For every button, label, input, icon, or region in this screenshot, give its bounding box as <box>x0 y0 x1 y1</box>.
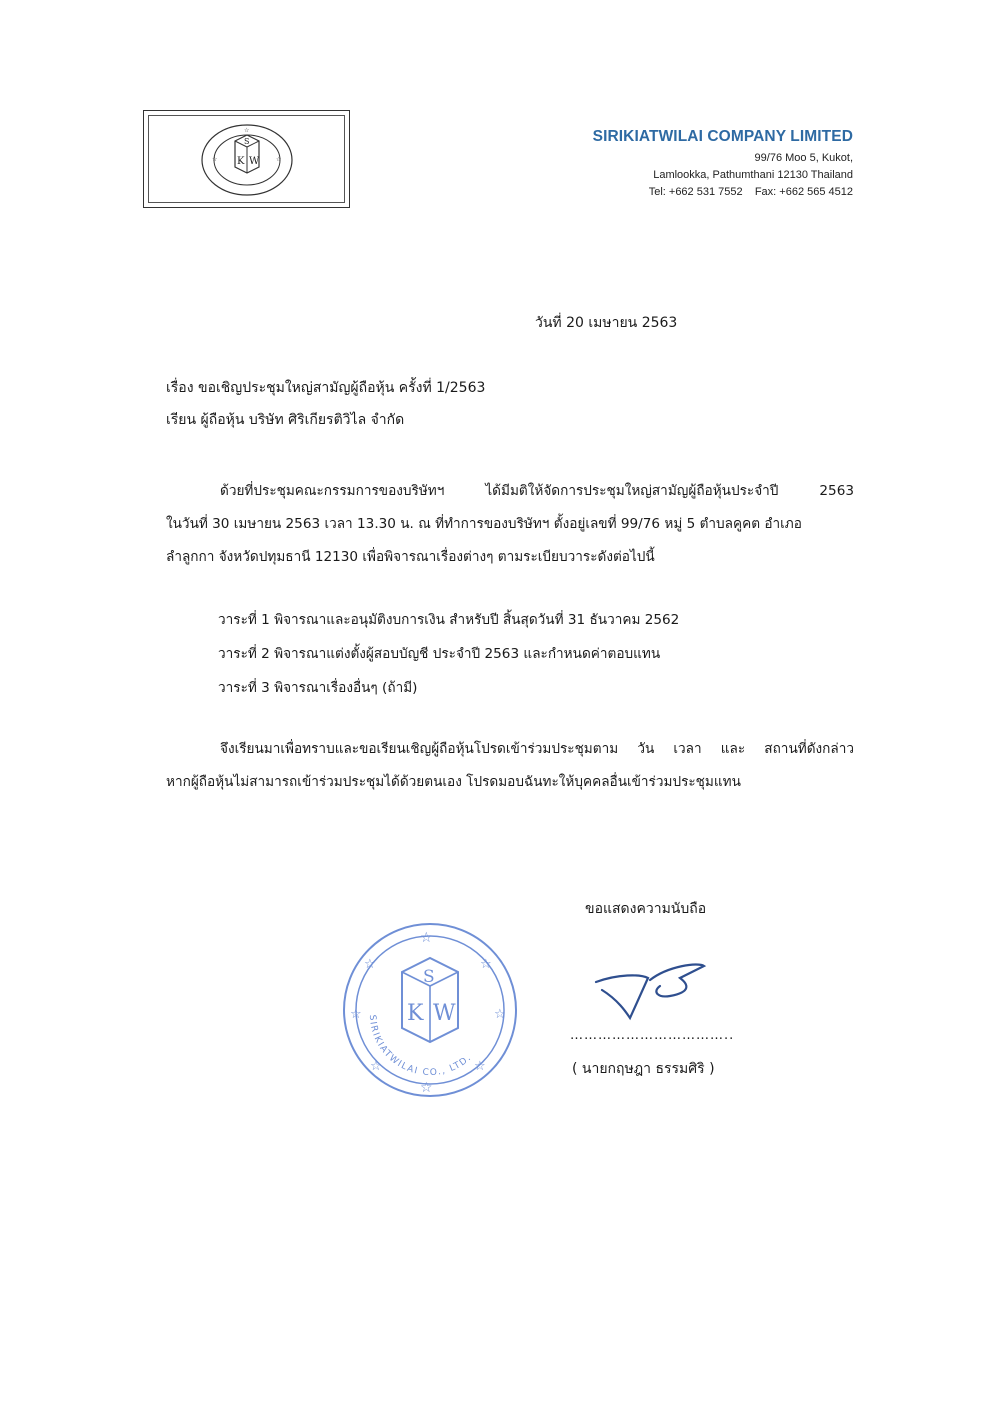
logo-letter-w: W <box>249 156 260 167</box>
para2-line-1: จึงเรียนมาเพื่อทราบและขอเรียนเชิญผู้ถือหุ้นโปรดเข้าร่วมประชุมตาม วัน เวลา และ สถานที่ดังกล่าว <box>220 741 854 757</box>
agenda-list <box>218 603 679 705</box>
svg-text:☆: ☆ <box>244 127 250 134</box>
company-logo-box <box>143 110 350 208</box>
company-logo-icon <box>200 123 294 197</box>
company-name: SIRIKIATWILAI COMPANY LIMITED <box>592 128 853 145</box>
address-line-1: 99/76 Moo 5, Kukot, <box>754 152 853 164</box>
letter-subject: เรื่อง ขอเชิญประชุมใหญ่สามัญผู้ถือหุ้น ครั้งที่ 1/2563 <box>166 380 486 396</box>
svg-text:☆: ☆ <box>350 1007 362 1022</box>
signature-mark <box>588 960 708 1026</box>
svg-text:☆: ☆ <box>420 1080 433 1096</box>
svg-text:☆: ☆ <box>370 1059 382 1074</box>
svg-text:☆: ☆ <box>276 156 282 163</box>
agenda-item-1: วาระที่ 1 พิจารณาและอนุมัติงบการเงิน สำหรับปี สิ้นสุดวันที่ 31 ธันวาคม 2562 <box>218 612 680 628</box>
agenda-item-3: วาระที่ 3 พิจารณาเรื่องอื่นๆ (ถ้ามี) <box>218 680 418 696</box>
svg-text:☆: ☆ <box>494 1007 506 1022</box>
seal-letter-k: K <box>407 1001 424 1026</box>
logo-letter-k: K <box>237 156 245 167</box>
svg-text:☆: ☆ <box>474 1059 486 1074</box>
address-line-2: Lamlookka, Pathumthani 12130 Thailand <box>653 169 853 181</box>
signer-name: ( นายกฤษฎา ธรรมศิริ ) <box>572 1061 715 1077</box>
signature-line: …………………………….. <box>570 1028 735 1043</box>
para1-line-3: ลำลูกกา จังหวัดปทุมธานี 12130 เพื่อพิจารณาเรื่องต่างๆ ตามระเบียบวาระดังต่อไปนี้ <box>166 549 655 565</box>
company-header <box>593 128 853 201</box>
seal-ring-text: SIRIKIATWILAI CO., LTD. <box>366 1014 475 1079</box>
svg-text:☆: ☆ <box>420 930 433 946</box>
para2-line-2: หากผู้ถือหุ้นไม่สามารถเข้าร่วมประชุมได้ด้วยตนเอง โปรดมอบฉันทะให้บุคคลอื่นเข้าร่วมประชุมแทน <box>166 774 741 790</box>
body-paragraph-2 <box>166 733 854 799</box>
svg-text:☆: ☆ <box>480 957 492 972</box>
agenda-item-2: วาระที่ 2 พิจารณาแต่งตั้งผู้สอบบัญชี ประจำปี 2563 และกำหนดค่าตอบแทน <box>218 646 661 662</box>
seal-letter-w: W <box>433 1001 456 1026</box>
body-paragraph-1 <box>166 475 854 574</box>
letter-date: วันที่ 20 เมษายน 2563 <box>535 315 678 331</box>
svg-text:☆: ☆ <box>212 156 218 163</box>
svg-text:☆: ☆ <box>364 957 376 972</box>
seal-letter-s: S <box>423 967 435 987</box>
closing-phrase: ขอแสดงความนับถือ <box>585 901 707 917</box>
company-seal-icon <box>340 920 520 1100</box>
para1-line-2: ในวันที่ 30 เมษายน 2563 เวลา 13.30 น. ณ ที่ทำการของบริษัทฯ ตั้งอยู่เลขที่ 99/76 หมู่ 5 ตำบลคูคต อำเภอ <box>166 516 802 532</box>
contact-line: Tel: +662 531 7552 Fax: +662 565 4512 <box>648 186 853 198</box>
letter-recipient: เรียน ผู้ถือหุ้น บริษัท ศิริเกียรติวิไล จำกัด <box>166 412 405 428</box>
para1-line-1: ด้วยที่ประชุมคณะกรรมการของบริษัทฯ ได้มีมติให้จัดการประชุมใหญ่สามัญผู้ถือหุ้นประจำปี 2563 <box>220 483 854 499</box>
logo-letter-s: S <box>244 137 250 146</box>
